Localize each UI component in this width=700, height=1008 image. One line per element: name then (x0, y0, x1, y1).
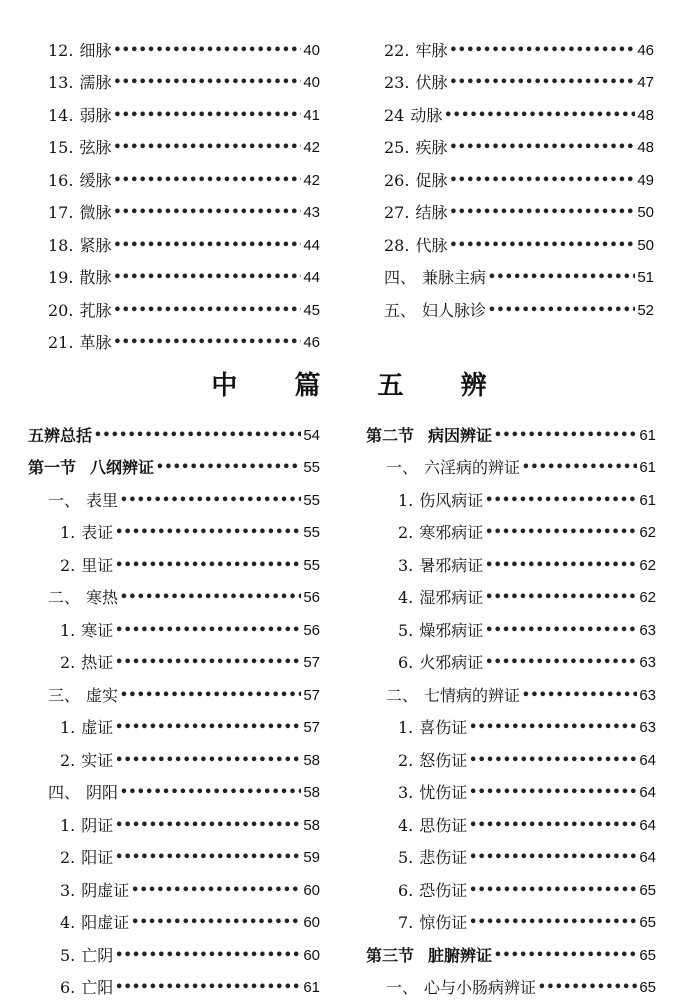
toc-entry (28, 738, 320, 771)
toc-entry (366, 706, 656, 739)
toc-entry-title: 惊伤证 (419, 913, 468, 932)
dot-leader (485, 556, 637, 576)
toc-entry-number: 3. (398, 783, 414, 802)
toc-entry-page: 55 (303, 491, 320, 509)
toc-entry-page: 60 (303, 914, 320, 931)
toc-entry (366, 966, 656, 999)
toc-entry-title: 阴证 (81, 815, 114, 835)
dot-leader (131, 913, 301, 933)
toc-entry-number: 28. (384, 235, 410, 255)
toc-entry-number: 14. (48, 105, 74, 125)
toc-entry-title: 忧伤证 (419, 783, 468, 802)
toc-entry (28, 641, 320, 674)
toc-entry (366, 868, 656, 901)
dot-leader (469, 881, 637, 901)
toc-entry-number: 25. (384, 138, 410, 157)
dot-leader (449, 73, 635, 93)
toc-entry-page: 50 (637, 204, 654, 221)
toc-entry-page: 55 (303, 459, 320, 476)
toc-entry-number: 二、 (386, 685, 419, 705)
toc-entry-number: 2. (60, 750, 76, 770)
dot-leader (449, 41, 635, 61)
toc-entry (28, 933, 320, 966)
toc-entry-page: 56 (303, 621, 320, 639)
toc-entry-page: 63 (639, 719, 656, 736)
toc-entry (48, 321, 320, 354)
dot-leader (485, 491, 637, 511)
toc-entry-page: 56 (303, 589, 320, 606)
toc-entry (366, 673, 656, 706)
toc-entry-page: 61 (303, 979, 320, 996)
dot-leader (113, 106, 301, 126)
dot-leader (485, 523, 637, 543)
dot-leader (113, 236, 301, 256)
toc-entry-number: 第二节 (366, 425, 415, 445)
dot-leader (113, 333, 301, 353)
toc-entry-title: 紧脉 (79, 235, 112, 255)
toc-entry-number: 第三节 (366, 945, 415, 965)
toc-entry-title: 结脉 (415, 203, 448, 222)
toc-entry-title: 弦脉 (79, 138, 112, 157)
toc-entry (384, 28, 654, 61)
toc-entry-number: 四、 (48, 783, 81, 802)
toc-entry (366, 413, 656, 446)
toc-entry (28, 543, 320, 576)
toc-entry-number: 3. (398, 555, 414, 575)
dot-leader (115, 978, 301, 998)
toc-entry (366, 576, 656, 609)
dot-leader (113, 171, 301, 191)
toc-entry-number: 27. (384, 203, 410, 222)
toc-entry-page: 46 (303, 334, 320, 351)
toc-entry-page: 55 (303, 524, 320, 541)
toc-entry-page: 42 (303, 171, 320, 189)
toc-entry-title: 疾脉 (415, 138, 448, 157)
toc-entry-title: 亡阳 (81, 978, 114, 997)
toc-entry-number: 1. (398, 490, 414, 510)
toc-entry (366, 641, 656, 674)
toc-entry-number: 19. (48, 268, 74, 287)
toc-entry-title: 湿邪病证 (419, 588, 484, 607)
dot-leader (156, 458, 301, 478)
toc-entry-number: 1. (398, 718, 414, 737)
dot-leader (449, 203, 635, 223)
toc-entry-page: 59 (303, 849, 320, 866)
toc-entry-title: 思伤证 (419, 815, 468, 835)
dot-leader (494, 426, 637, 446)
toc-entry (28, 673, 320, 706)
dot-leader (115, 556, 301, 576)
toc-entry-title: 寒邪病证 (419, 523, 484, 542)
toc-entry-number: 24 (384, 105, 405, 125)
dot-leader (113, 268, 301, 288)
toc-entry-number: 13. (48, 73, 74, 92)
dot-leader (120, 588, 301, 608)
toc-entry-number: 1. (60, 620, 76, 640)
toc-entry (28, 836, 320, 869)
dot-leader (449, 138, 635, 158)
toc-entry-title: 促脉 (415, 170, 448, 190)
toc-entry (48, 223, 320, 256)
toc-entry (366, 933, 656, 966)
toc-entry (366, 543, 656, 576)
toc-entry-title: 六淫病的辨证 (424, 458, 521, 477)
toc-entry-title: 阴虚证 (81, 880, 130, 900)
toc-entry (28, 966, 320, 999)
toc-entry-page: 58 (303, 816, 320, 834)
toc-entry-page: 50 (637, 236, 654, 254)
toc-entry (28, 413, 320, 446)
toc-entry-page: 62 (639, 556, 656, 574)
toc-entry-number: 17. (48, 203, 74, 222)
toc-entry-title: 牢脉 (415, 40, 448, 60)
dot-leader (120, 491, 301, 511)
toc-entry-title: 微脉 (79, 203, 112, 222)
toc-entry-page: 49 (637, 171, 654, 189)
toc-entry-title: 燥邪病证 (419, 620, 484, 640)
toc-entry (384, 61, 654, 94)
toc-entry (28, 868, 320, 901)
heading-char: 辨 (460, 371, 489, 401)
toc-entry (384, 158, 654, 191)
toc-entry-page: 57 (303, 654, 320, 671)
toc-entry-number: 1. (60, 815, 76, 835)
toc-entry-number: 三、 (48, 685, 81, 705)
dot-leader (115, 848, 301, 868)
toc-entry-page: 65 (639, 914, 656, 931)
toc-entry (366, 478, 656, 511)
dot-leader (522, 686, 637, 706)
toc-entry (366, 738, 656, 771)
toc-entry-title: 伤风病证 (419, 490, 484, 510)
toc-entry-number: 23. (384, 73, 410, 92)
toc-entry-page: 61 (639, 459, 656, 476)
dot-leader (469, 783, 637, 803)
toc-entry-title: 恐伤证 (419, 880, 468, 900)
dot-leader (449, 236, 635, 256)
toc-entry (384, 191, 654, 224)
toc-entry (28, 478, 320, 511)
toc-entry (28, 771, 320, 804)
toc-entry-number: 2. (60, 653, 76, 672)
toc-entry-page: 60 (303, 881, 320, 899)
dot-leader (485, 653, 637, 673)
dot-leader (115, 816, 301, 836)
dot-leader (485, 621, 637, 641)
toc-entry-number: 一、 (386, 978, 419, 997)
toc-entry (28, 608, 320, 641)
toc-entry-number: 7. (398, 913, 414, 932)
toc-entry (28, 706, 320, 739)
toc-entry-number: 1. (60, 718, 76, 737)
toc-entry-title: 八纲辨证 (90, 458, 155, 477)
toc-entry-page: 57 (303, 719, 320, 736)
toc-entry-page: 52 (637, 301, 654, 319)
toc-entry-title: 病因辨证 (428, 425, 493, 445)
toc-entry-title: 散脉 (79, 268, 112, 287)
toc-entry-page: 61 (639, 491, 656, 509)
toc-entry-number: 四、 (384, 268, 417, 287)
toc-entry (384, 256, 654, 289)
toc-entry-title: 表里 (86, 490, 119, 510)
dot-leader (115, 523, 301, 543)
toc-entry-title: 弱脉 (79, 105, 112, 125)
toc-entry-page: 63 (639, 621, 656, 639)
toc-entry (366, 446, 656, 479)
toc-entry-number: 6. (60, 978, 76, 997)
toc-entry-page: 46 (637, 41, 654, 59)
toc-entry (48, 28, 320, 61)
dot-leader (538, 978, 637, 998)
dot-leader (469, 816, 637, 836)
toc-bottom-right-column (366, 413, 656, 998)
dot-leader (444, 106, 635, 126)
toc-bottom-left-column (28, 413, 320, 998)
dot-leader (113, 41, 301, 61)
toc-entry-page: 47 (637, 74, 654, 91)
dot-leader (113, 73, 301, 93)
dot-leader (120, 686, 301, 706)
toc-entry-number: 26. (384, 170, 410, 190)
toc-entry-title: 濡脉 (79, 73, 112, 92)
toc-entry-title: 喜伤证 (419, 718, 468, 737)
toc-entry-title: 阳虚证 (81, 913, 130, 932)
toc-entry (28, 803, 320, 836)
toc-entry-page: 48 (637, 139, 654, 156)
toc-entry-page: 43 (303, 204, 320, 221)
toc-entry-number: 一、 (386, 458, 419, 477)
toc-entry-number: 5. (398, 848, 414, 867)
toc-entry (366, 608, 656, 641)
toc-entry (48, 158, 320, 191)
toc-entry-title: 芤脉 (79, 300, 112, 320)
dot-leader (113, 203, 301, 223)
toc-entry-title: 心与小肠病辨证 (424, 978, 537, 997)
toc-entry-page: 63 (639, 686, 656, 704)
toc-entry-page: 64 (639, 784, 656, 801)
toc-entry-title: 细脉 (79, 40, 112, 60)
toc-entry-number: 2. (398, 523, 414, 542)
toc-entry (28, 446, 320, 479)
toc-entry-page: 40 (303, 74, 320, 91)
toc-entry-page: 62 (639, 524, 656, 541)
dot-leader (115, 653, 301, 673)
dot-leader (469, 751, 637, 771)
heading-char: 五 (377, 371, 406, 401)
dot-leader (115, 751, 301, 771)
toc-entry-page: 58 (303, 784, 320, 801)
toc-entry-number: 22. (384, 40, 410, 60)
toc-entry-title: 五辨总括 (28, 425, 93, 445)
toc-entry-number: 一、 (48, 490, 81, 510)
toc-entry-title: 伏脉 (415, 73, 448, 92)
toc-entry-number: 15. (48, 138, 74, 157)
toc-entry (48, 288, 320, 321)
toc-entry (48, 191, 320, 224)
toc-entry (384, 223, 654, 256)
toc-entry (28, 511, 320, 544)
toc-entry-title: 虚证 (81, 718, 114, 737)
toc-entry-title: 寒证 (81, 620, 114, 640)
toc-entry-number: 6. (398, 653, 414, 672)
toc-entry-page: 44 (303, 269, 320, 286)
dot-leader (115, 946, 301, 966)
toc-entry-page: 64 (639, 849, 656, 866)
toc-entry (28, 901, 320, 934)
toc-entry-number: 4. (60, 913, 76, 932)
toc-entry-number: 4. (398, 588, 414, 607)
dot-leader (113, 138, 301, 158)
toc-top-left-column (48, 28, 320, 353)
dot-leader (131, 881, 301, 901)
toc-entry-title: 悲伤证 (419, 848, 468, 867)
toc-entry-number: 2. (60, 848, 76, 867)
toc-entry-page: 44 (303, 236, 320, 254)
dot-leader (115, 621, 301, 641)
toc-entry (48, 93, 320, 126)
toc-entry-page: 64 (639, 816, 656, 834)
toc-entry-title: 寒热 (86, 588, 119, 607)
toc-entry-page: 48 (637, 106, 654, 124)
toc-entry-page: 63 (639, 654, 656, 671)
toc-entry-page: 62 (639, 589, 656, 606)
toc-entry-number: 5. (60, 945, 76, 965)
toc-entry-title: 阴阳 (86, 783, 119, 802)
toc-entry-number: 2. (398, 750, 414, 770)
toc-entry-title: 七情病的辨证 (424, 685, 521, 705)
dot-leader (449, 171, 635, 191)
toc-entry-page: 41 (303, 106, 320, 124)
toc-entry-number: 12. (48, 40, 74, 60)
toc-entry-number: 6. (398, 880, 414, 900)
heading-char: 中 (211, 371, 240, 401)
toc-entry (366, 771, 656, 804)
dot-leader (94, 426, 301, 446)
toc-entry-page: 64 (639, 751, 656, 769)
toc-entry (384, 93, 654, 126)
toc-entry (366, 803, 656, 836)
toc-entry-number: 五、 (384, 300, 417, 320)
toc-entry-title: 虚实 (86, 685, 119, 705)
toc-entry-title: 兼脉主病 (422, 268, 487, 287)
toc-entry-page: 42 (303, 139, 320, 156)
dot-leader (469, 718, 637, 738)
toc-entry-number: 16. (48, 170, 74, 190)
dot-leader (488, 268, 635, 288)
toc-entry-title: 里证 (81, 555, 114, 575)
dot-leader (469, 913, 637, 933)
toc-entry (384, 126, 654, 159)
dot-leader (120, 783, 301, 803)
toc-entry-page: 65 (639, 881, 656, 899)
toc-entry-number: 18. (48, 235, 74, 255)
toc-entry-title: 缓脉 (79, 170, 112, 190)
toc-entry-title: 代脉 (415, 235, 448, 255)
toc-entry-number: 4. (398, 815, 414, 835)
toc-entry-title: 革脉 (79, 333, 112, 352)
toc-entry-page: 65 (639, 946, 656, 964)
toc-entry (366, 901, 656, 934)
dot-leader (485, 588, 637, 608)
toc-entry-title: 火邪病证 (419, 653, 484, 672)
toc-entry-number: 5. (398, 620, 414, 640)
toc-entry-title: 怒伤证 (419, 750, 468, 770)
dot-leader (469, 848, 637, 868)
toc-entry (48, 126, 320, 159)
toc-entry-page: 40 (303, 41, 320, 59)
toc-entry-page: 65 (639, 979, 656, 996)
dot-leader (115, 718, 301, 738)
dot-leader (113, 301, 301, 321)
toc-entry-page: 51 (637, 269, 654, 286)
toc-entry-page: 55 (303, 556, 320, 574)
toc-entry-title: 妇人脉诊 (422, 300, 487, 320)
toc-entry-title: 脏腑辨证 (428, 945, 493, 965)
toc-entry-title: 表证 (81, 523, 114, 542)
toc-entry-number: 第一节 (28, 458, 77, 477)
toc-entry (366, 836, 656, 869)
section-heading (0, 365, 700, 402)
toc-top-right-column (384, 28, 654, 321)
toc-entry (384, 288, 654, 321)
toc-entry-number: 二、 (48, 588, 81, 607)
toc-entry-title: 实证 (81, 750, 114, 770)
toc-entry-title: 热证 (81, 653, 114, 672)
toc-entry-number: 1. (60, 523, 76, 542)
toc-entry-page: 54 (303, 426, 320, 444)
toc-entry-title: 动脉 (410, 105, 443, 125)
toc-entry-number: 2. (60, 555, 76, 575)
toc-entry-page: 58 (303, 751, 320, 769)
dot-leader (488, 301, 635, 321)
toc-entry (48, 61, 320, 94)
toc-entry-title: 亡阴 (81, 945, 114, 965)
toc-entry-number: 20. (48, 300, 74, 320)
toc-entry (48, 256, 320, 289)
toc-entry-page: 45 (303, 301, 320, 319)
toc-entry-page: 60 (303, 946, 320, 964)
heading-char: 篇 (294, 371, 323, 401)
toc-entry-page: 57 (303, 686, 320, 704)
toc-entry-number: 21. (48, 333, 74, 352)
toc-entry (28, 576, 320, 609)
toc-entry-title: 暑邪病证 (419, 555, 484, 575)
toc-entry-number: 3. (60, 880, 76, 900)
toc-entry (366, 511, 656, 544)
dot-leader (522, 458, 637, 478)
toc-entry-title: 阳证 (81, 848, 114, 867)
toc-entry-page: 61 (639, 426, 656, 444)
dot-leader (494, 946, 637, 966)
